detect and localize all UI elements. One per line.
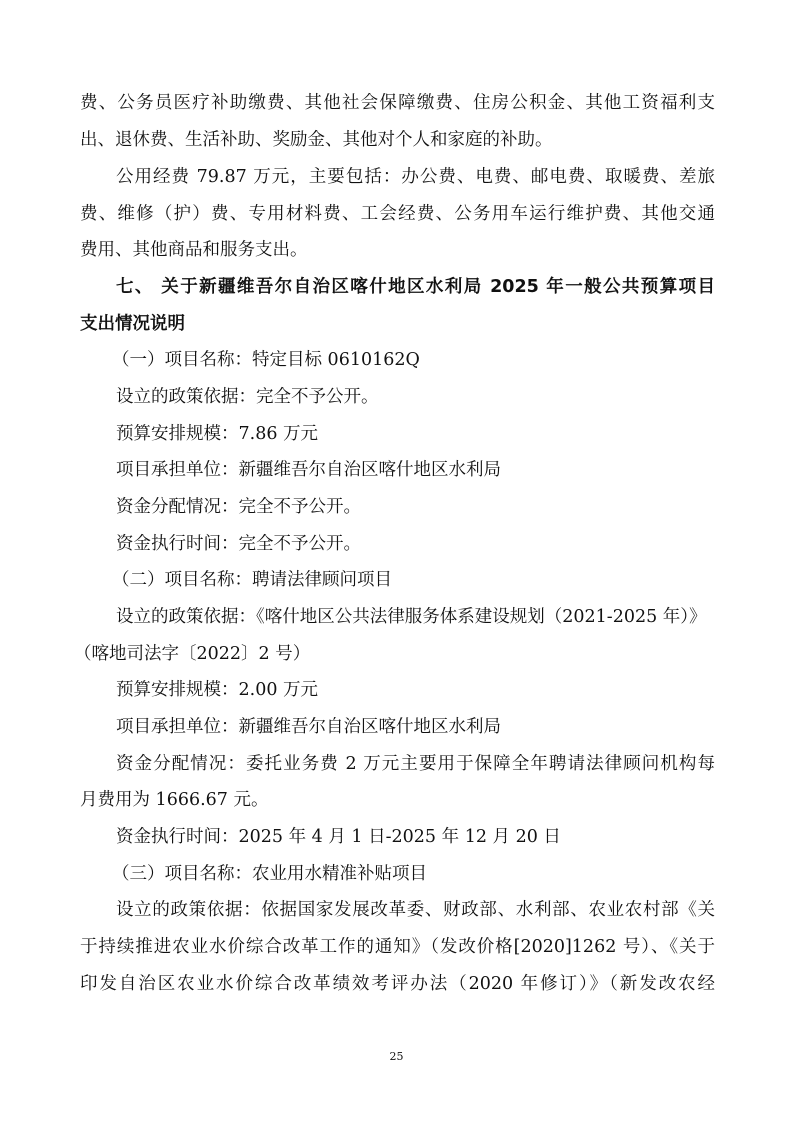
project-1-name: （一）项目名称：特定目标 0610162Q bbox=[112, 350, 420, 370]
project-3-name: （三）项目名称：农业用水精准补贴项目 bbox=[112, 864, 427, 884]
project-1-policy-basis: 设立的政策依据：完全不予公开。 bbox=[116, 387, 379, 407]
text-line: 费、维修（护）费、专用材料费、工会经费、公务用车运行维护费、其他交通 bbox=[80, 204, 715, 224]
project-2-undertaking-unit: 项目承担单位：新疆维吾尔自治区喀什地区水利局 bbox=[116, 717, 501, 737]
project-1-fund-allocation: 资金分配情况：完全不予公开。 bbox=[116, 497, 361, 517]
project-2-name: （二）项目名称：聘请法律顾问项目 bbox=[112, 570, 392, 590]
project-1-execution-time: 资金执行时间：完全不予公开。 bbox=[116, 534, 361, 554]
project-2-execution-time: 资金执行时间：2025 年 4 月 1 日-2025 年 12 月 20 日 bbox=[116, 827, 561, 847]
text-line: 费、公务员医疗补助缴费、其他社会保障缴费、住房公积金、其他工资福利支 bbox=[80, 93, 715, 113]
text-line: 出、退休费、生活补助、奖励金、其他对个人和家庭的补助。 bbox=[80, 130, 553, 150]
project-3-policy-basis: 设立的政策依据：依据国家发展改革委、财政部、水利部、农业农村部《关 bbox=[116, 900, 715, 920]
project-2-fund-allocation-continuation: 月费用为 1666.67 元。 bbox=[80, 790, 269, 810]
project-3-policy-basis-continuation: 印发自治区农业水价综合改革绩效考评办法（2020 年修订）》（新发改农经 bbox=[80, 974, 715, 994]
project-1-undertaking-unit: 项目承担单位：新疆维吾尔自治区喀什地区水利局 bbox=[116, 460, 501, 480]
text-line: 费用、其他商品和服务支出。 bbox=[80, 240, 308, 260]
project-3-policy-basis-continuation: 于持续推进农业水价综合改革工作的通知》（发改价格[2020]1262 号）、《关于 bbox=[80, 937, 715, 957]
project-2-budget-scale: 预算安排规模：2.00 万元 bbox=[116, 680, 319, 700]
text-line: 公用经费 79.87 万元，主要包括：办公费、电费、邮电费、取暖费、差旅 bbox=[116, 167, 715, 187]
project-2-policy-basis: 设立的政策依据：《喀什地区公共法律服务体系建设规划（2021-2025 年）》 bbox=[116, 607, 707, 627]
page-number: 25 bbox=[389, 1050, 404, 1063]
project-2-fund-allocation: 资金分配情况：委托业务费 2 万元主要用于保障全年聘请法律顾问机构每 bbox=[116, 754, 715, 774]
section-heading-continuation: 支出情况说明 bbox=[80, 314, 185, 334]
project-2-policy-basis-continuation: （喀地司法字〔2022〕2 号） bbox=[74, 644, 311, 664]
section-heading: 七、 关于新疆维吾尔自治区喀什地区水利局 2025 年一般公共预算项目 bbox=[116, 277, 715, 297]
project-1-budget-scale: 预算安排规模：7.86 万元 bbox=[116, 424, 319, 444]
